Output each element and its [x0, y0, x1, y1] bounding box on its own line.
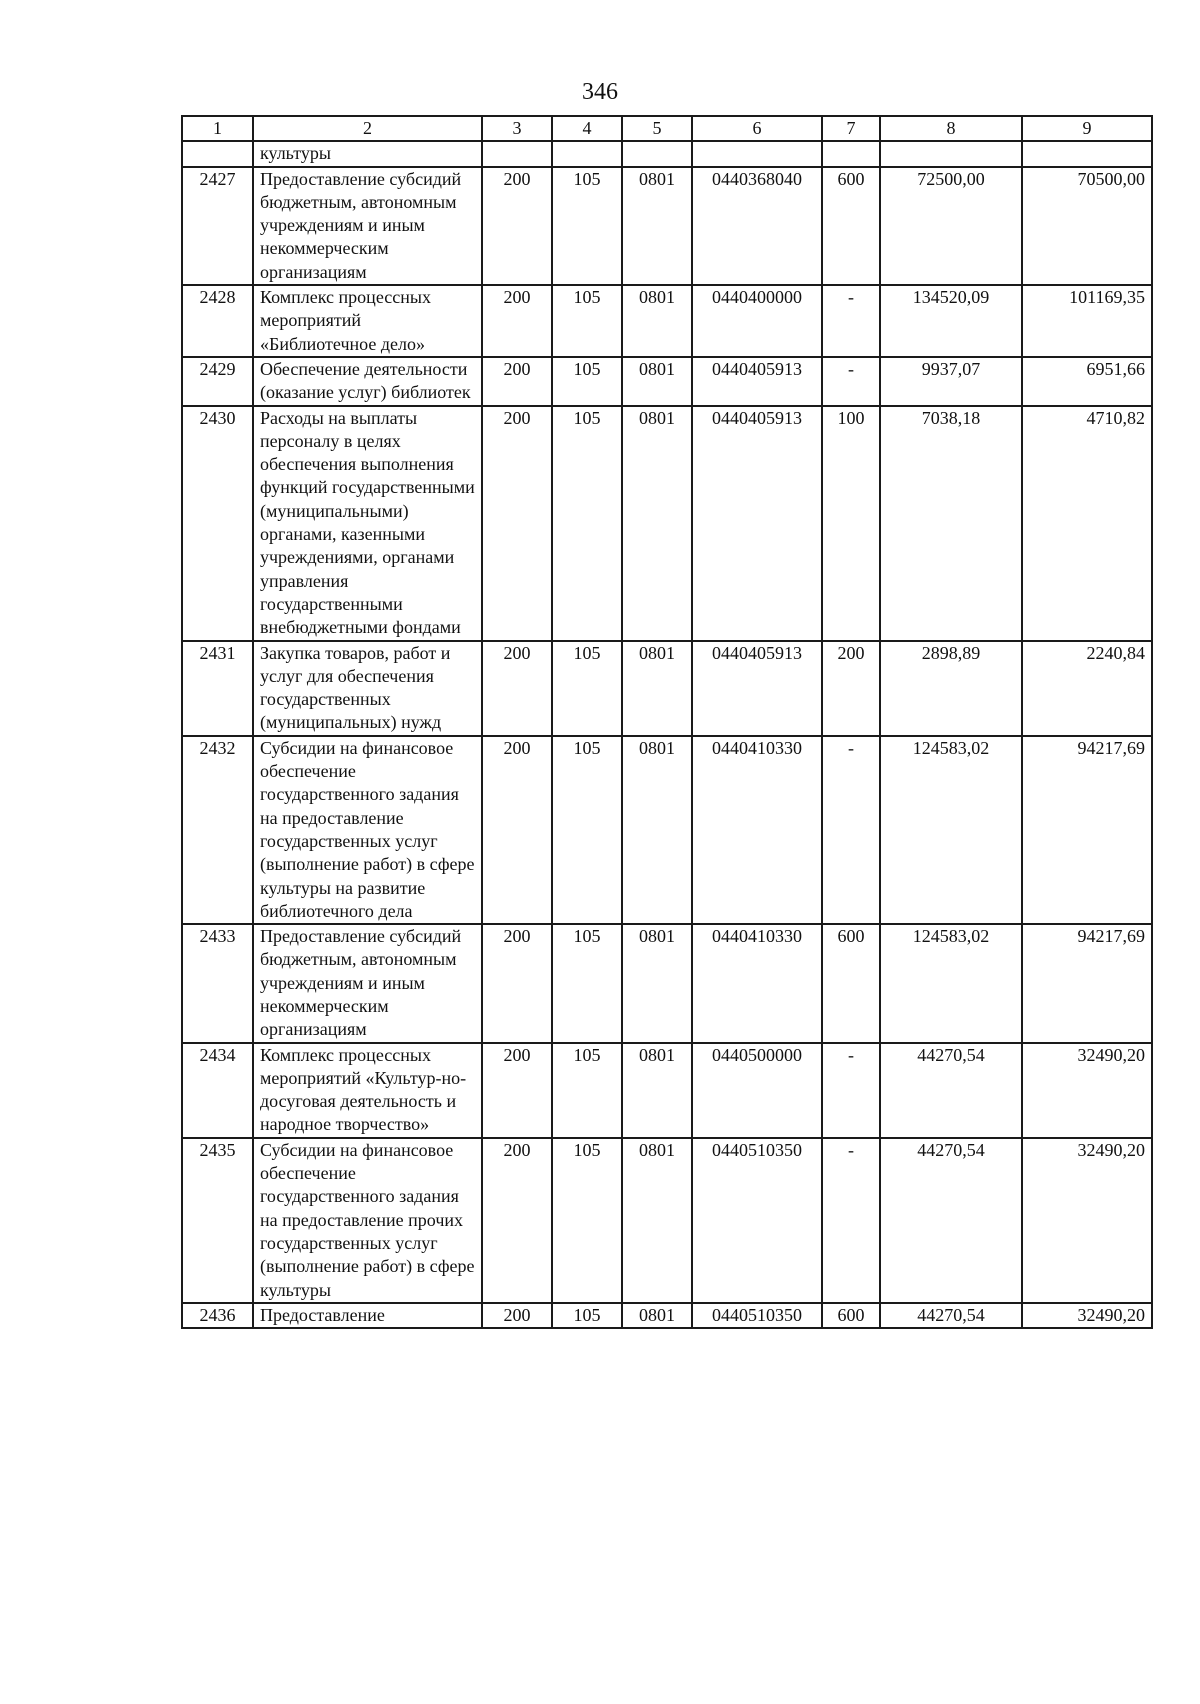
code-col-4: 105 [552, 736, 622, 924]
amount-col-8: 9937,07 [880, 357, 1022, 406]
expense-type-code: - [822, 736, 880, 924]
budget-table [181, 115, 1153, 1329]
row-description: Предоставление [253, 1303, 482, 1328]
amount-col-8: 44270,54 [880, 1043, 1022, 1138]
column-number: 8 [880, 116, 1022, 141]
row-number: 2432 [182, 736, 253, 924]
table-row [182, 167, 1152, 285]
code-col-4: 105 [552, 1303, 622, 1328]
code-col-3: 200 [482, 1138, 552, 1303]
amount-col-9: 94217,69 [1022, 736, 1152, 924]
row-number: 2431 [182, 641, 253, 736]
empty-cell [692, 141, 822, 166]
row-number: 2435 [182, 1138, 253, 1303]
page-number: 346 [582, 79, 618, 105]
amount-col-9: 32490,20 [1022, 1303, 1152, 1328]
code-col-4: 105 [552, 924, 622, 1042]
column-number: 4 [552, 116, 622, 141]
row-description: Закупка товаров, работ и услуг для обеспечения государственных (муниципальных) нужд [253, 641, 482, 736]
amount-col-9: 32490,20 [1022, 1138, 1152, 1303]
table-row [182, 406, 1152, 641]
column-number: 9 [1022, 116, 1152, 141]
column-number: 5 [622, 116, 692, 141]
row-number: 2436 [182, 1303, 253, 1328]
section-code: 0801 [622, 736, 692, 924]
empty-cell [1022, 141, 1152, 166]
amount-col-8: 72500,00 [880, 167, 1022, 285]
row-number: 2433 [182, 924, 253, 1042]
amount-col-9: 2240,84 [1022, 641, 1152, 736]
amount-col-8: 134520,09 [880, 285, 1022, 357]
continuation-text: культуры [253, 141, 482, 166]
target-article-code: 0440405913 [692, 406, 822, 641]
amount-col-9: 101169,35 [1022, 285, 1152, 357]
expense-type-code: 200 [822, 641, 880, 736]
expense-type-code: - [822, 1043, 880, 1138]
expense-type-code: - [822, 357, 880, 406]
row-description: Комплекс процессных мероприятий «Культур-но-досуговая деятельность и народное творчество» [253, 1043, 482, 1138]
expense-type-code: 100 [822, 406, 880, 641]
section-code: 0801 [622, 1043, 692, 1138]
amount-col-8: 7038,18 [880, 406, 1022, 641]
code-col-4: 105 [552, 406, 622, 641]
target-article-code: 0440500000 [692, 1043, 822, 1138]
column-number: 2 [253, 116, 482, 141]
target-article-code: 0440410330 [692, 924, 822, 1042]
expense-type-code: 600 [822, 924, 880, 1042]
section-code: 0801 [622, 285, 692, 357]
row-description: Субсидии на финансовое обеспечение государственного задания на предоставление государственных услуг (выполнение работ) в сфере культуры на развитие библиотечного дела [253, 736, 482, 924]
column-number: 7 [822, 116, 880, 141]
code-col-4: 105 [552, 641, 622, 736]
code-col-3: 200 [482, 406, 552, 641]
amount-col-8: 124583,02 [880, 924, 1022, 1042]
table-row [182, 1138, 1152, 1303]
amount-col-9: 70500,00 [1022, 167, 1152, 285]
amount-col-8: 2898,89 [880, 641, 1022, 736]
table-row [182, 736, 1152, 924]
target-article-code: 0440405913 [692, 357, 822, 406]
target-article-code: 0440405913 [692, 641, 822, 736]
empty-cell [822, 141, 880, 166]
expense-type-code: 600 [822, 167, 880, 285]
code-col-3: 200 [482, 285, 552, 357]
column-number: 6 [692, 116, 822, 141]
row-number: 2429 [182, 357, 253, 406]
amount-col-9: 32490,20 [1022, 1043, 1152, 1138]
row-description: Обеспечение деятельности (оказание услуг) библиотек [253, 357, 482, 406]
empty-cell [482, 141, 552, 166]
code-col-4: 105 [552, 1138, 622, 1303]
column-number: 3 [482, 116, 552, 141]
empty-cell [552, 141, 622, 166]
section-code: 0801 [622, 357, 692, 406]
row-description: Предоставление субсидий бюджетным, автономным учреждениям и иным некоммерческим организациям [253, 924, 482, 1042]
section-code: 0801 [622, 167, 692, 285]
code-col-3: 200 [482, 1043, 552, 1138]
expense-type-code: - [822, 1138, 880, 1303]
section-code: 0801 [622, 406, 692, 641]
empty-cell [880, 141, 1022, 166]
amount-col-9: 94217,69 [1022, 924, 1152, 1042]
code-col-3: 200 [482, 924, 552, 1042]
column-number: 1 [182, 116, 253, 141]
code-col-4: 105 [552, 167, 622, 285]
empty-cell [182, 141, 253, 166]
amount-col-8: 124583,02 [880, 736, 1022, 924]
amount-col-8: 44270,54 [880, 1303, 1022, 1328]
table-row [182, 285, 1152, 357]
code-col-4: 105 [552, 1043, 622, 1138]
code-col-4: 105 [552, 285, 622, 357]
row-number: 2428 [182, 285, 253, 357]
table-row [182, 641, 1152, 736]
amount-col-9: 6951,66 [1022, 357, 1152, 406]
section-code: 0801 [622, 1303, 692, 1328]
expense-type-code: 600 [822, 1303, 880, 1328]
target-article-code: 0440400000 [692, 285, 822, 357]
code-col-3: 200 [482, 641, 552, 736]
amount-col-9: 4710,82 [1022, 406, 1152, 641]
section-code: 0801 [622, 641, 692, 736]
row-description: Субсидии на финансовое обеспечение государственного задания на предоставление прочих государственных услуг (выполнение работ) в сфере культуры [253, 1138, 482, 1303]
code-col-4: 105 [552, 357, 622, 406]
empty-cell [622, 141, 692, 166]
column-number-header [182, 116, 1152, 141]
row-number: 2434 [182, 1043, 253, 1138]
code-col-3: 200 [482, 736, 552, 924]
target-article-code: 0440510350 [692, 1303, 822, 1328]
row-description: Предоставление субсидий бюджетным, автономным учреждениям и иным некоммерческим организациям [253, 167, 482, 285]
table-row [182, 924, 1152, 1042]
code-col-3: 200 [482, 357, 552, 406]
code-col-3: 200 [482, 167, 552, 285]
table-row [182, 1043, 1152, 1138]
row-number: 2430 [182, 406, 253, 641]
expense-type-code: - [822, 285, 880, 357]
row-number: 2427 [182, 167, 253, 285]
target-article-code: 0440368040 [692, 167, 822, 285]
target-article-code: 0440510350 [692, 1138, 822, 1303]
target-article-code: 0440410330 [692, 736, 822, 924]
amount-col-8: 44270,54 [880, 1138, 1022, 1303]
row-description: Расходы на выплаты персоналу в целях обеспечения выполнения функций государственными (муниципальными) органами, казенными учреждениями, органами управления государственными внебюджетными фондами [253, 406, 482, 641]
code-col-3: 200 [482, 1303, 552, 1328]
continuation-row [182, 141, 1152, 166]
section-code: 0801 [622, 1138, 692, 1303]
row-description: Комплекс процессных мероприятий «Библиотечное дело» [253, 285, 482, 357]
table-row [182, 357, 1152, 406]
table-row [182, 1303, 1152, 1328]
section-code: 0801 [622, 924, 692, 1042]
